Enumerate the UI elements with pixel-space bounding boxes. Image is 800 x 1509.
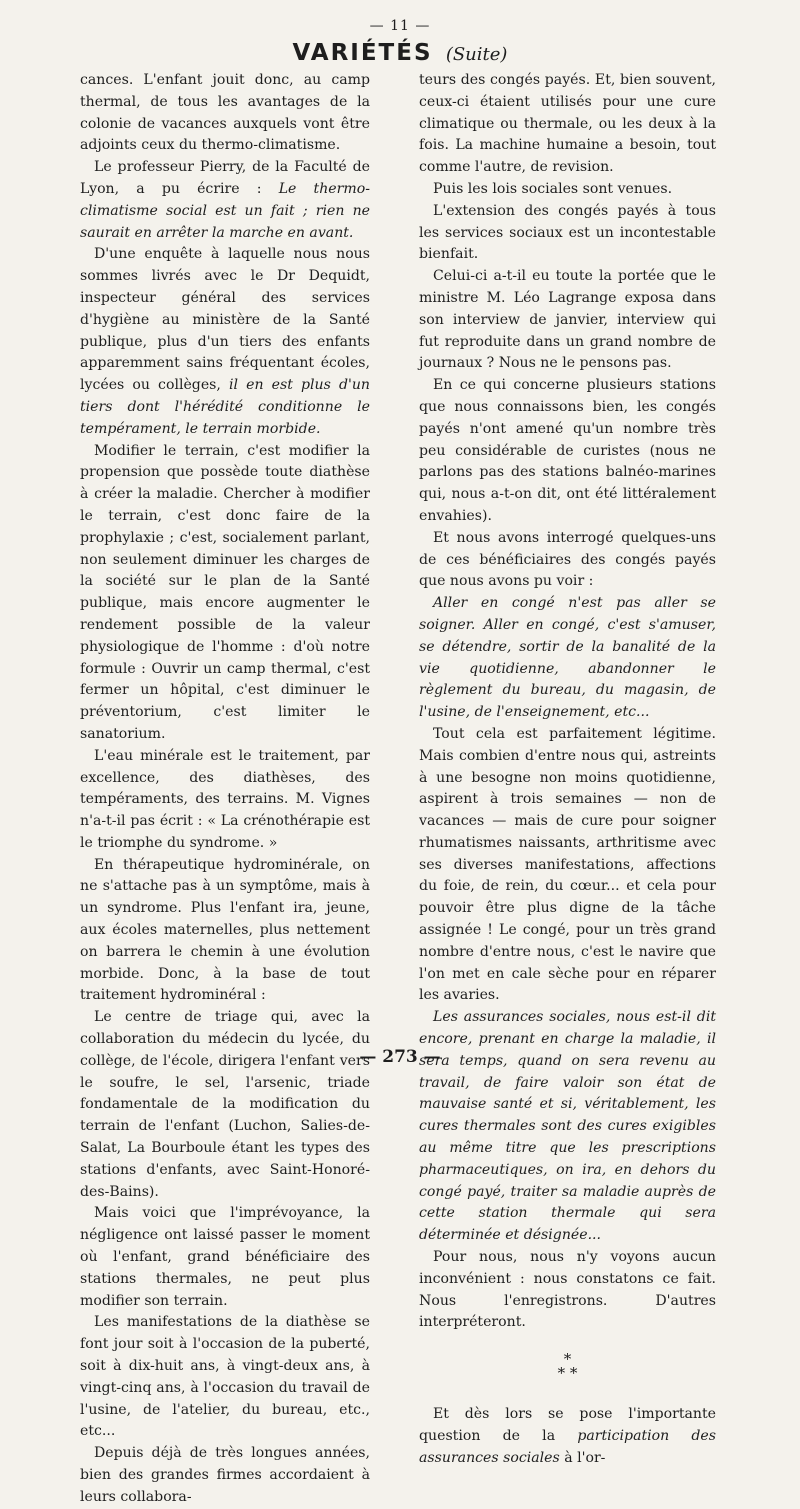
paragraph [80,244,370,440]
paragraph-text: cances. L'enfant jouit donc, au camp thermal, de tous les avantages de la colonie de vacances auxquels vont être adjoints ceux du thermo-climatisme. [80,72,370,154]
paragraph-text: Les manifestations de la diathèse se font jour soit à l'occasion de la puberté, soit à dix-huit ans, à vingt-deux ans, à vingt-cinq ans, à l'occasion du travail de l'usine, de l'atelier, du bureau, etc., etc... [80,1314,370,1440]
paragraph [419,593,716,724]
paragraph-text: Le professeur Pierry, de la Faculté de Lyon, a pu écrire : [80,159,370,197]
paragraph [419,1247,716,1334]
paragraph [80,1007,370,1203]
page-footer-number: — 273 — [359,1047,441,1067]
paragraph [80,157,370,244]
paragraph [419,1007,716,1247]
paragraph-text: En thérapeutique hydrominérale, on ne s'attache pas à un symptôme, mais à un syndrome. Plus l'enfant ira, jeune, aux écoles maternelles, plus nettement on barrera le chemin à une évolution morbide. Donc, à la base de tout traitement hydrominéral : [80,856,370,1004]
right-column [419,70,716,1470]
paragraph-text: Aller en congé n'est pas aller se soigner. Aller en congé, c'est s'amuser, se détendre, sortir de la banalité de la vie quotidienne, abandonner le règlement du bureau, du magasin, de l'usine, de l'enseignement, etc... [419,595,716,721]
paragraph-text: Modifier le terrain, c'est modifier la propension que possède toute diathèse à créer la maladie. Chercher à modifier le terrain, c'est donc faire de la prophylaxie ; c'est, socialement parlant, non seulement diminuer les charges de la société sur le plan de la Santé publique, mais encore augmenter le rendement possible de la valeur physiologique de l'homme : d'où notre formule : Ouvrir un camp thermal, c'est fermer un hôpital, c'est diminuer le préventorium, c'est limiter le sanatorium. [80,442,370,742]
closing-tail: à l'or- [559,1449,606,1466]
paragraph [80,1443,370,1508]
separator-stars-bottom: * * [557,1364,578,1383]
paragraph-text: D'une enquête à laquelle nous nous sommes livrés avec le Dr Dequidt, inspecteur général des services d'hygiène au ministère de la Santé publique, plus d'un tiers des enfants apparemment sains fréquentant écoles, lycées ou collèges, [80,246,370,394]
paragraph-text: L'extension des congés payés à tous les services sociaux est un incontestable bienfait. [419,202,716,263]
paragraph [419,266,716,375]
paragraph [419,201,716,266]
paragraph [419,375,716,528]
separator-star-top: * [563,1350,572,1369]
title-suite: (Suite) [445,44,508,65]
left-column [80,70,370,1509]
paragraph [80,1203,370,1312]
title-main: VARIÉTÉS [292,40,433,66]
closing-text: Et dès lors se pose l'importante question de la [419,1406,716,1445]
paragraph-text: Pour nous, nous n'y voyons aucun inconvénient : nous constatons ce fait. Nous l'enregistrons. D'autres interpréteront. [419,1249,716,1331]
paragraph-text: En ce qui concerne plusieurs stations que nous connaissons bien, les congés payés n'ont amené qu'un nombre très peu considérable de curistes (nous ne parlons pas des stations balnéo-marines qui, nous a-t-on dit, ont été littéralement envahies). [419,377,716,524]
paragraph [80,441,370,746]
paragraph [80,1312,370,1443]
paragraph-text: Les assurances sociales, nous est-il dit encore, prenant en charge la maladie, il sera temps, quand on sera revenu au travail, de faire valoir son état de mauvaise santé et si, véritablement, les cures thermales sont des cures exigibles au même titre que les prescriptions pharmaceutiques, on ira, en dehors du congé payé, traiter sa maladie auprès de cette station thermale qui sera déterminée et désignée... [419,1009,716,1244]
paragraph [419,70,716,179]
paragraph [419,528,716,593]
section-title [0,40,800,68]
paragraph-emphasis: il en est plus d'un tiers dont l'hérédité conditionne le tempérament, le terrain morbide. [80,377,370,437]
paragraph-text: Celui-ci a-t-il eu toute la portée que le ministre M. Léo Lagrange exposa dans son interview de janvier, interview qui fut reproduite dans un grand nombre de journaux ? Nous ne le pensons pas. [419,268,716,372]
paragraph-text: Le centre de triage qui, avec la collaboration du médecin du lycée, du collège, de l'école, dirigera l'enfant vers le soufre, le sel, l'arsenic, triade fondamentale de la modification du terrain de l'enfant (Luchon, Salies-de-Salat, La Bourboule étant les types des stations d'enfants, avec Saint-Honoré-des-Bains). [80,1009,370,1200]
paragraph [419,179,716,201]
page-number: — 11 — [369,18,431,34]
closing-paragraph [419,1404,716,1469]
paragraph [80,70,370,157]
paragraph-text: Tout cela est parfaitement légitime. Mais combien d'entre nous qui, astreints à une besogne non moins quotidienne, aspirent à trois semaines — non de vacances — mais de cure pour soigner rhumatismes naissants, arthritisme avec ses diverses manifestations, affections du foie, de rein, du cœur... et cela pour pouvoir être plus digne de la tâche assignée ! Le congé, pour un très grand nombre d'entre nous, c'est le navire que l'on met en cale sèche pour en réparer les avaries. [419,725,716,1004]
paragraph [80,855,370,1008]
paragraph [80,746,370,855]
paragraph-text: L'eau minérale est le traitement, par excellence, des diathèses, des tempéraments, des terrains. M. Vignes n'a-t-il pas écrit : « La crénothérapie est le triomphe du syndrome. » [80,747,370,851]
closing-italic: participation des assurances sociales [419,1428,717,1466]
section-separator [419,1350,716,1383]
paragraph-text: teurs des congés payés. Et, bien souvent, ceux-ci étaient utilisés pour une cure climatique ou thermale, ou les deux à la fois. La machine humaine a besoin, tout comme l'autre, de revision. [419,72,716,176]
paragraph-text: Et nous avons interrogé quelques-uns de ces bénéficiaires des congés payés que nous avons pu voir : [419,529,716,590]
paragraph-text: Mais voici que l'imprévoyance, la négligence ont laissé passer le moment où l'enfant, grand bénéficiaire des stations thermales, ne peut plus modifier son terrain. [80,1205,370,1309]
paragraph-text: Depuis déjà de très longues années, bien des grandes firmes accordaient à leurs collabora- [80,1445,370,1505]
paragraph-emphasis: Le thermo-climatisme social est un fait ; rien ne saurait en arrêter la marche en avant. [80,180,370,241]
paragraph-text: Puis les lois sociales sont venues. [433,180,673,197]
paragraph [419,724,716,1007]
